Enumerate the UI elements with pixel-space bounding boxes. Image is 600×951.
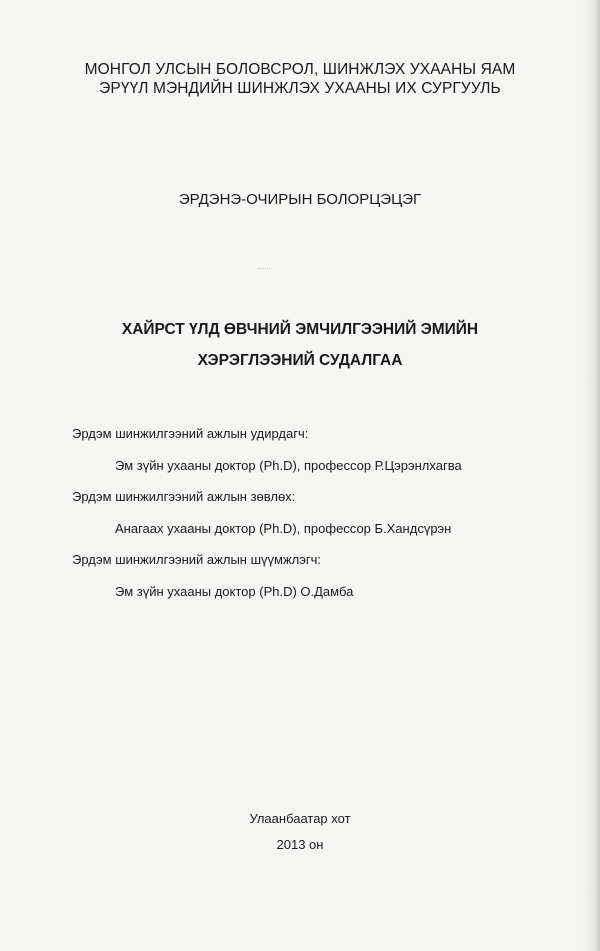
institution-line-2: ЭРҮҮЛ МЭНДИЙН ШИНЖЛЭХ УХААНЫ ИХ СУРГУУЛЬ (99, 80, 501, 97)
thesis-title-line-2: ХЭРЭГЛЭЭНИЙ СУДАЛГАА (197, 352, 403, 369)
thesis-title-line-1: ХАЙРСТ ҮЛД ӨВЧНИЙ ЭМЧИЛГЭЭНИЙ ЭМИЙН (121, 321, 479, 338)
role-value-reviewer: Эм зүйн ухааны доктор (Ph.D) О.Дамба (115, 584, 354, 599)
year: 2013 он (276, 837, 324, 852)
role-label-reviewer: Эрдэм шинжилгээний ажлын шүүмжлэгч: (72, 552, 321, 567)
scan-artifact (258, 268, 272, 272)
city: Улаанбаатар хот (249, 811, 351, 826)
thesis-title (0, 314, 600, 376)
role-value-supervisor: Эм зүйн ухааны доктор (Ph.D), профессор Р.Цэрэнлхагва (115, 458, 462, 473)
role-value-advisor: Анагаах ухааны доктор (Ph.D), профессор Б.Хандсүрэн (115, 521, 452, 536)
institution-header (0, 60, 600, 98)
place-and-date (0, 806, 600, 858)
author-name: ЭРДЭНЭ-ОЧИРЫН БОЛОРЦЭЦЭГ (178, 191, 422, 208)
role-label-supervisor: Эрдэм шинжилгээний ажлын удирдагч: (72, 426, 309, 441)
role-label-advisor: Эрдэм шинжилгээний ажлын зөвлөх: (72, 489, 296, 504)
institution-line-1: МОНГОЛ УЛСЫН БОЛОВСРОЛ, ШИНЖЛЭХ УХААНЫ ЯАМ (84, 61, 516, 78)
roles-section (72, 427, 572, 616)
